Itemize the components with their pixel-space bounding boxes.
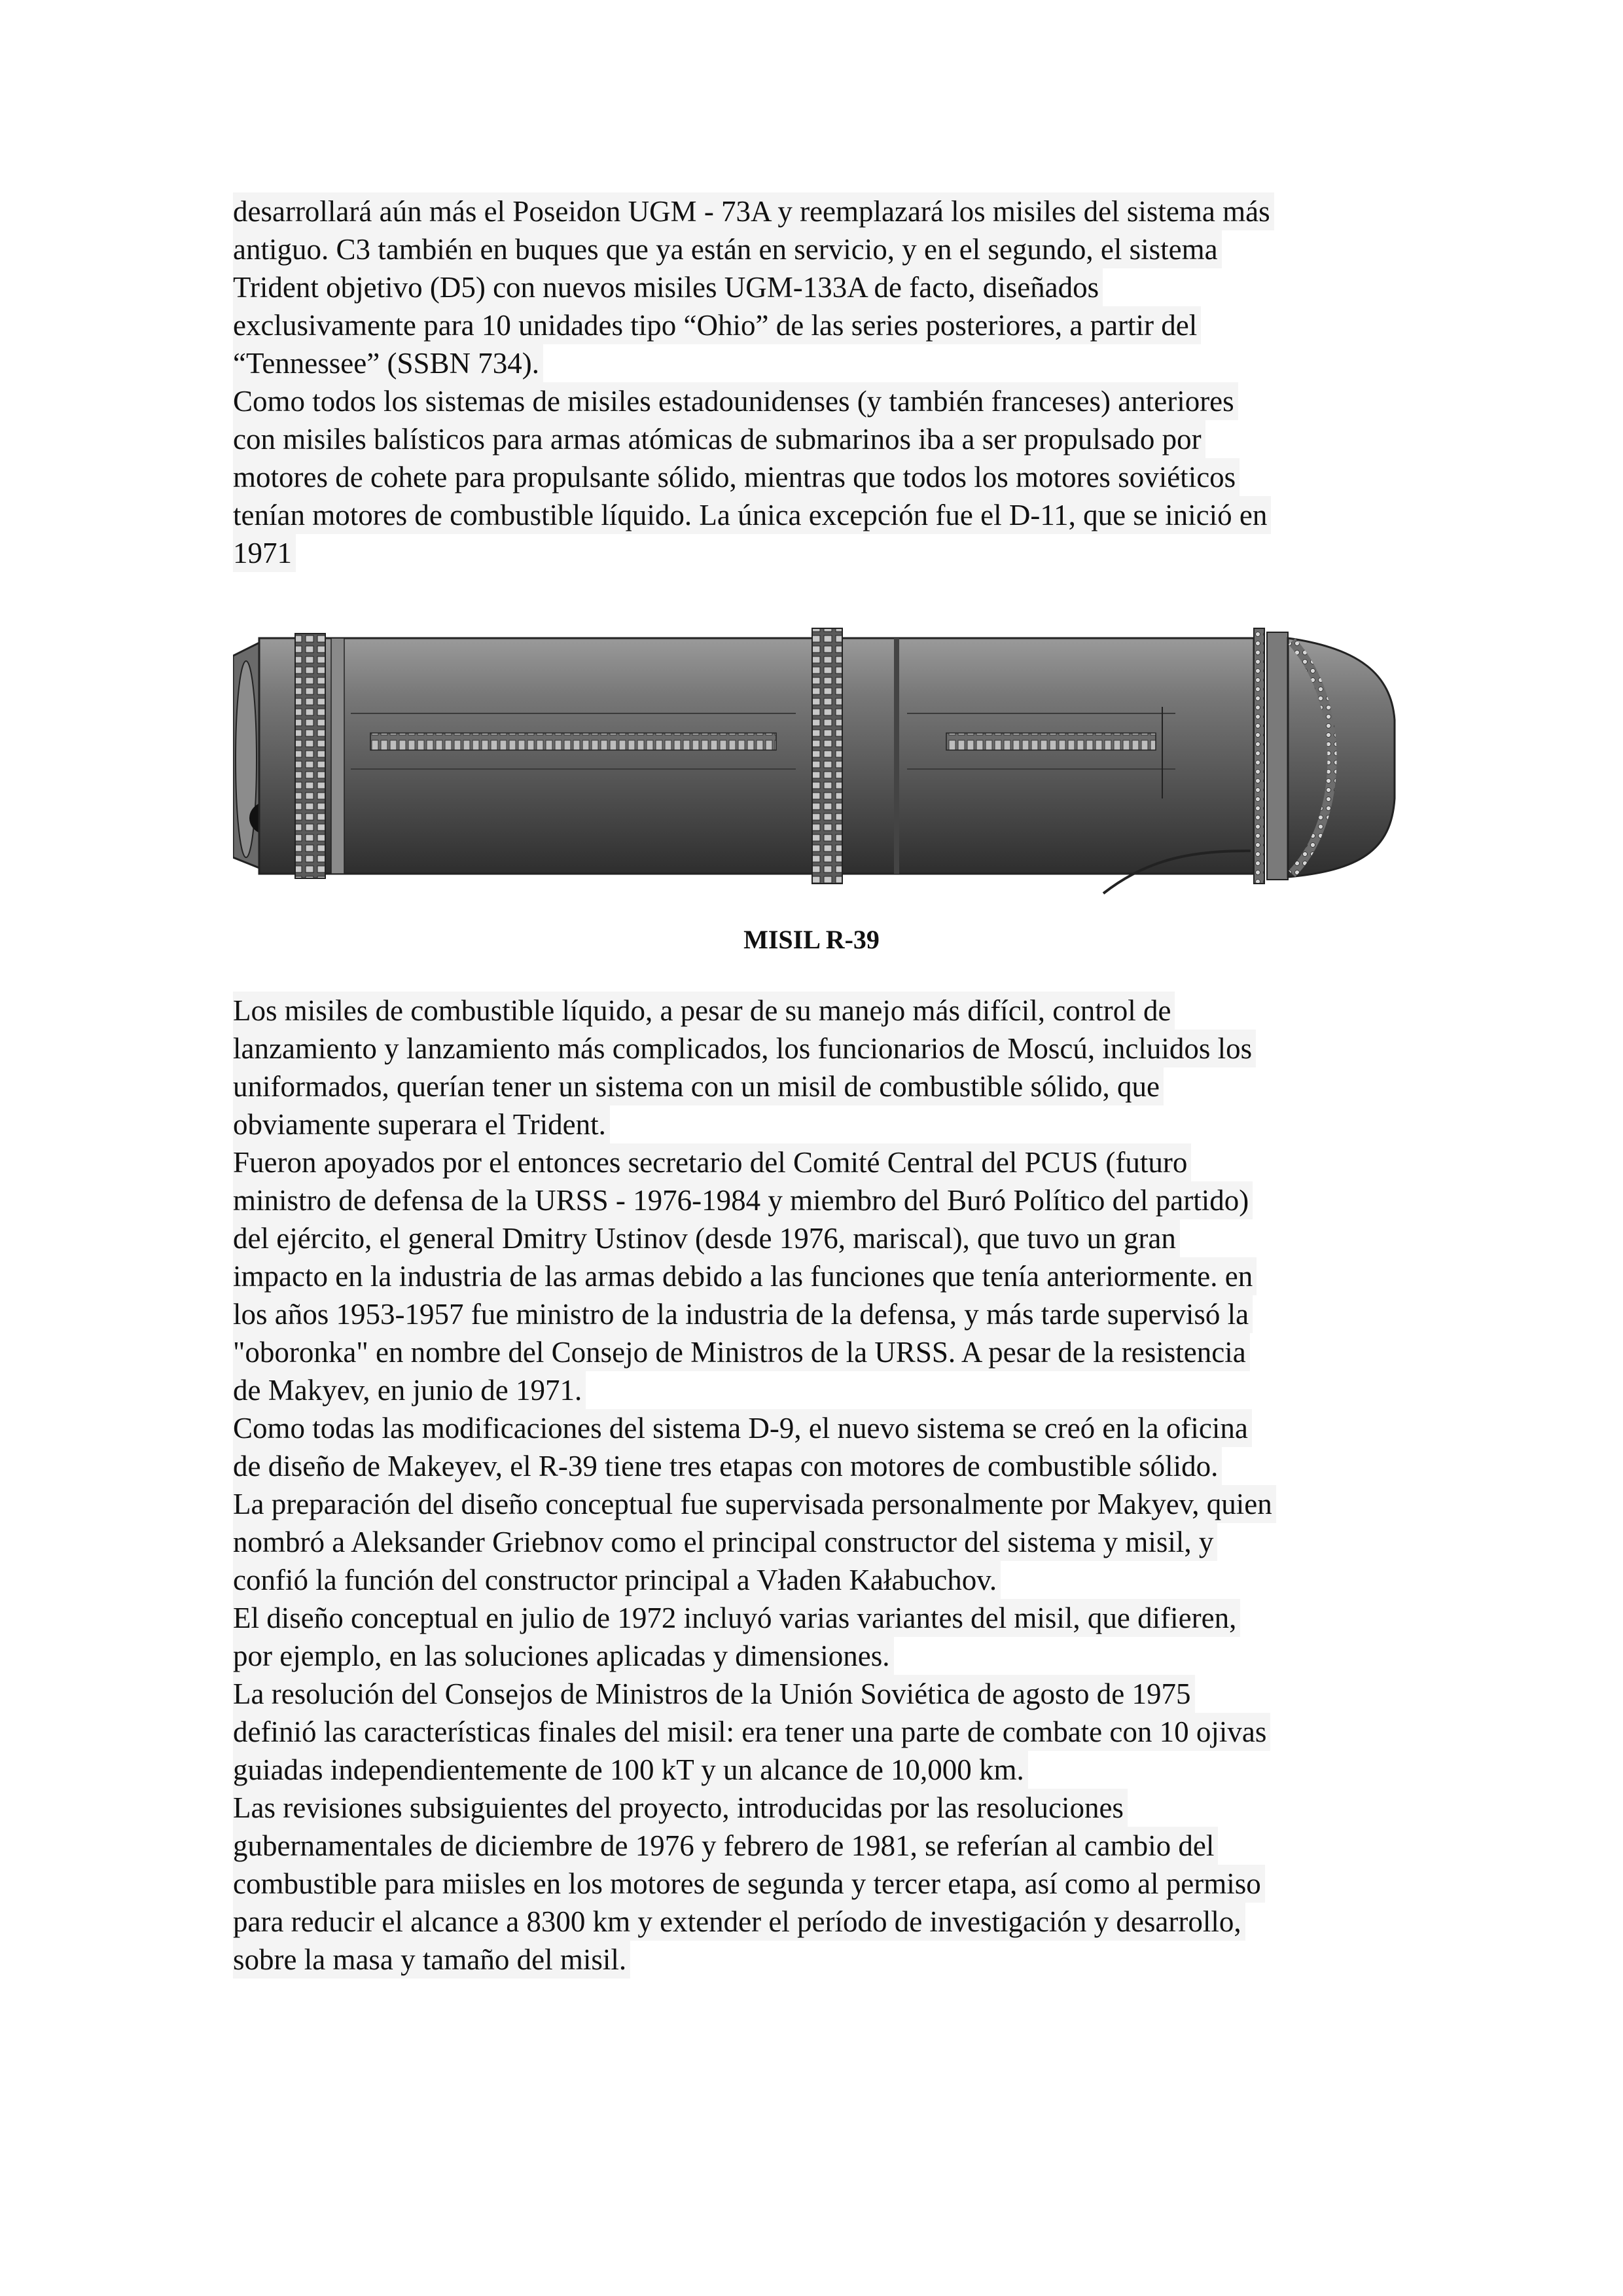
text-line: uniformados, querían tener un sistema con un misil de combustible sólido, que — [233, 1067, 1164, 1105]
text-line: del ejército, el general Dmitry Ustinov (desde 1976, mariscal), que tuvo un gran — [233, 1219, 1180, 1257]
text-line: Como todas las modificaciones del sistema D-9, el nuevo sistema se creó en la oficina — [233, 1409, 1252, 1447]
text-line: impacto en la industria de las armas debido a las funciones que tenía anteriormente. en — [233, 1257, 1257, 1295]
text-line: tenían motores de combustible líquido. La única excepción fue el D-11, que se inició en — [233, 496, 1271, 534]
missile-figure — [233, 602, 1397, 923]
text-line: Trident objetivo (D5) con nuevos misiles UGM-133A de facto, diseñados — [233, 268, 1103, 306]
text-line: nombró a Aleksander Griebnov como el principal constructor del sistema y misil, y — [233, 1523, 1217, 1561]
text-line: sobre la masa y tamaño del misil. — [233, 1941, 630, 1979]
text-line: antiguo. C3 también en buques que ya están en servicio, y en el segundo, el sistema — [233, 230, 1222, 268]
paragraph-top — [233, 192, 1404, 572]
paragraph-bottom — [233, 992, 1404, 1979]
text-line: obviamente superara el Trident. — [233, 1105, 610, 1143]
text-line: La preparación del diseño conceptual fue supervisada personalmente por Makyev, quien — [233, 1485, 1276, 1523]
missile-illustration-icon — [233, 602, 1397, 923]
figure-caption: MISIL R-39 — [743, 925, 880, 954]
text-line: motores de cohete para propulsante sólido, mientras que todos los motores soviéticos — [233, 458, 1240, 496]
text-line: Los misiles de combustible líquido, a pesar de su manejo más difícil, control de — [233, 992, 1175, 1030]
text-line: "oboronka" en nombre del Consejo de Ministros de la URSS. A pesar de la resistencia — [233, 1333, 1250, 1371]
text-line: de diseño de Makeyev, el R-39 tiene tres etapas con motores de combustible sólido. — [233, 1447, 1222, 1485]
text-line: “Tennessee” (SSBN 734). — [233, 344, 543, 382]
text-line: desarrollará aún más el Poseidon UGM - 73A y reemplazará los misiles del sistema más — [233, 192, 1274, 230]
text-line: lanzamiento y lanzamiento más complicados, los funcionarios de Moscú, incluidos los — [233, 1030, 1256, 1067]
text-line: con misiles balísticos para armas atómicas de submarinos iba a ser propulsado por — [233, 420, 1205, 458]
text-line: los años 1953-1957 fue ministro de la industria de la defensa, y más tarde supervisó la — [233, 1295, 1253, 1333]
text-line: 1971 — [233, 534, 296, 572]
text-line: guiadas independientemente de 100 kT y un alcance de 10,000 km. — [233, 1751, 1028, 1789]
text-line: de Makyev, en junio de 1971. — [233, 1371, 586, 1409]
text-line: exclusivamente para 10 unidades tipo “Ohio” de las series posteriores, a partir del — [233, 306, 1201, 344]
text-line: ministro de defensa de la URSS - 1976-1984 y miembro del Buró Político del partido) — [233, 1181, 1253, 1219]
text-line: gubernamentales de diciembre de 1976 y febrero de 1981, se referían al cambio del — [233, 1827, 1218, 1865]
text-line: Como todos los sistemas de misiles estadounidenses (y también franceses) anteriores — [233, 382, 1238, 420]
text-line: confió la función del constructor principal a Vładen Kałabuchov. — [233, 1561, 1001, 1599]
text-line: El diseño conceptual en julio de 1972 incluyó varias variantes del misil, que difieren, — [233, 1599, 1240, 1637]
text-line: por ejemplo, en las soluciones aplicadas y dimensiones. — [233, 1637, 894, 1675]
text-line: combustible para miisles en los motores de segunda y tercer etapa, así como al permiso — [233, 1865, 1265, 1903]
text-line: Las revisiones subsiguientes del proyecto, introducidas por las resoluciones — [233, 1789, 1128, 1827]
text-line: Fueron apoyados por el entonces secretario del Comité Central del PCUS (futuro — [233, 1143, 1191, 1181]
text-line: para reducir el alcance a 8300 km y extender el período de investigación y desarrollo, — [233, 1903, 1245, 1941]
text-line: La resolución del Consejos de Ministros de la Unión Soviética de agosto de 1975 — [233, 1675, 1195, 1713]
text-line: definió las características finales del misil: era tener una parte de combate con 10 ojivas — [233, 1713, 1270, 1751]
